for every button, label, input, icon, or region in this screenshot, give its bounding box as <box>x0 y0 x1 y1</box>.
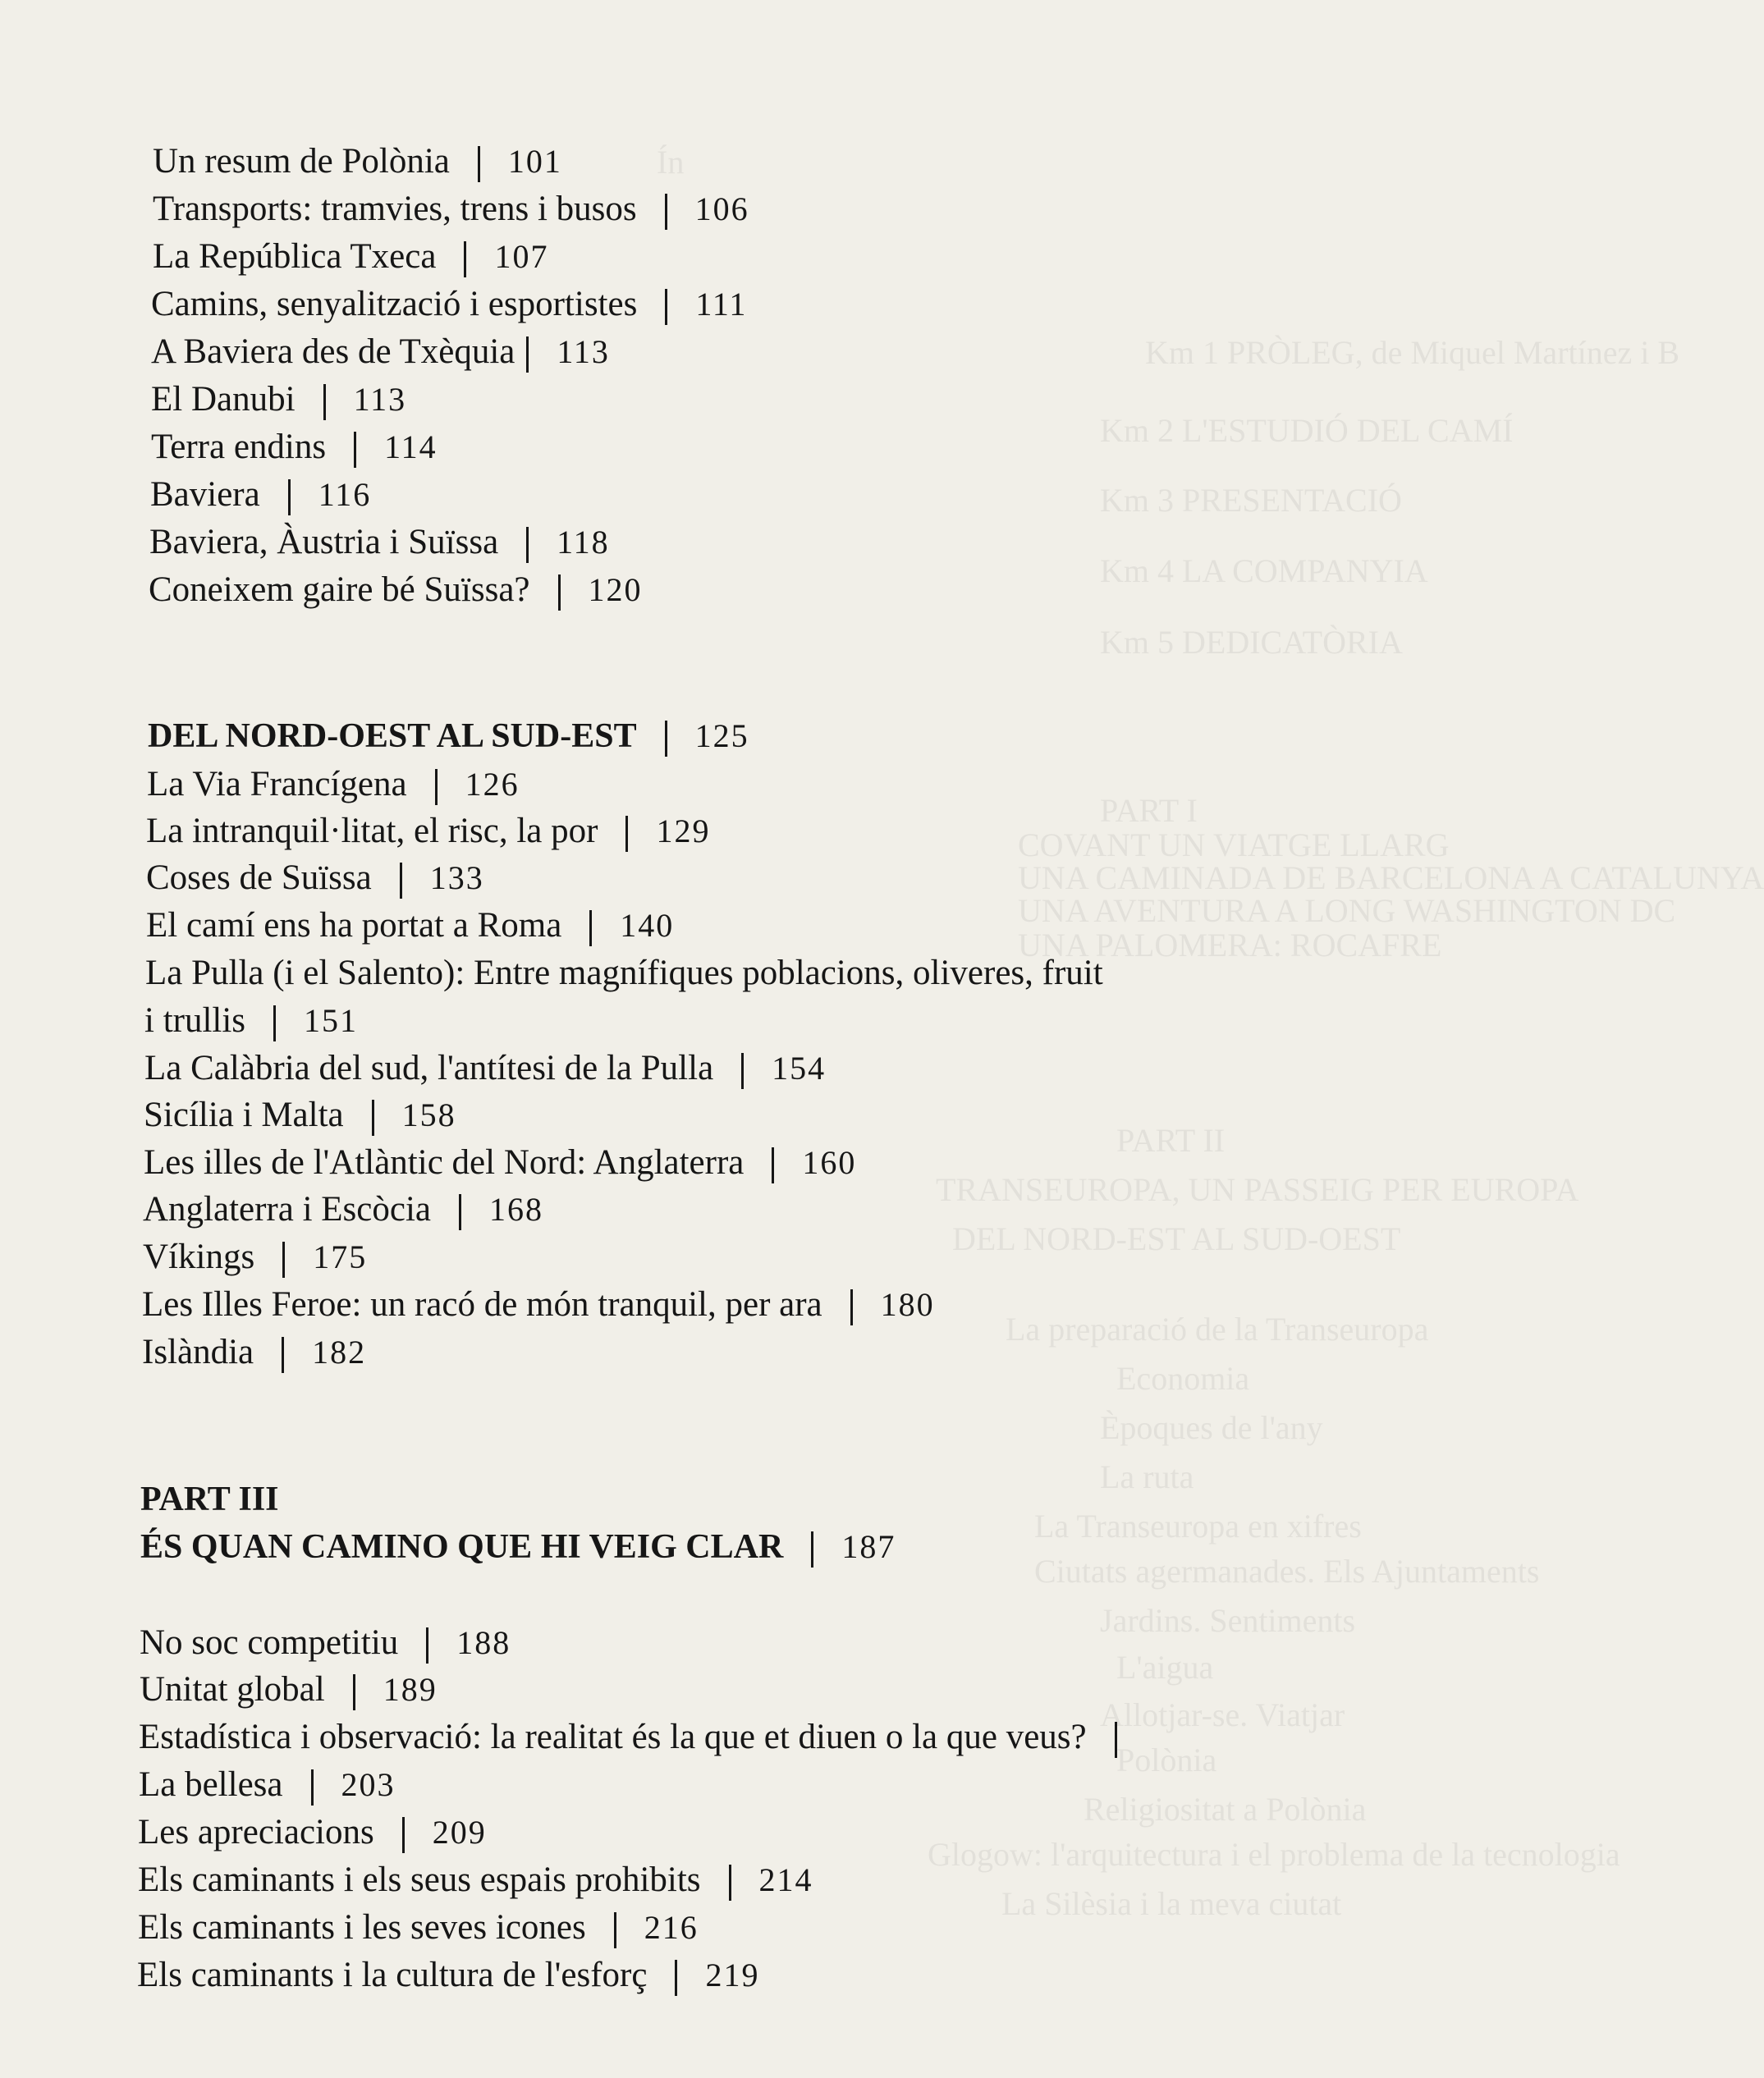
section-heading[interactable] <box>140 1530 896 1568</box>
toc-entry[interactable] <box>146 908 674 946</box>
toc-entry-title: Terra endins <box>151 428 327 466</box>
toc-entry-title: Transports: tramvies, trens i busos <box>153 190 637 228</box>
separator-bar <box>741 1053 744 1089</box>
toc-entry[interactable] <box>151 286 747 325</box>
bleed-line: Religiositat a Polònia <box>1084 1791 1367 1828</box>
separator-bar <box>323 384 326 420</box>
toc-entry-title: i trullis <box>144 1001 246 1040</box>
toc-entry-page: 116 <box>318 476 372 513</box>
bleed-line: Ín <box>657 144 685 181</box>
toc-entry[interactable] <box>147 767 520 805</box>
toc-entry-page: 209 <box>432 1814 487 1851</box>
separator-bar <box>273 1005 276 1041</box>
toc-entry-title: La Pulla (i el Salento): Entre magnífiques poblacions, oliveres, fruit <box>145 954 1103 992</box>
bleed-line: La ruta <box>1100 1458 1194 1495</box>
section-heading[interactable] <box>148 719 749 757</box>
toc-entry-page: 168 <box>489 1191 543 1228</box>
toc-entry-title: El camí ens ha portat a Roma <box>146 906 562 945</box>
separator-bar <box>435 769 438 805</box>
bleed-line: Glogow: l'arquitectura i el problema de la tecnologia <box>928 1836 1620 1873</box>
toc-entry[interactable] <box>139 1767 396 1806</box>
toc-entry-page: 216 <box>644 1909 699 1946</box>
toc-entry-page: 214 <box>758 1861 813 1898</box>
toc-entry-title: Víkings <box>143 1238 255 1276</box>
toc-entry-title: Els caminants i la cultura de l'esforç <box>137 1956 648 1994</box>
toc-entry-page: 107 <box>494 238 549 275</box>
toc-entry-page: 189 <box>383 1671 438 1708</box>
toc-entry-title: Les apreciacions <box>138 1813 374 1851</box>
toc-entry[interactable] <box>151 382 406 420</box>
bleed-line: Km 1 PRÒLEG, de Miquel Martínez i B <box>1145 334 1680 371</box>
toc-entry-page: 182 <box>312 1334 367 1371</box>
separator-bar <box>353 1674 355 1710</box>
toc-entry[interactable] <box>149 524 610 563</box>
toc-entry[interactable] <box>143 1192 543 1230</box>
toc-entry[interactable] <box>146 860 484 899</box>
toc-entry-page: 219 <box>705 1957 760 1993</box>
toc-entry-title: Les illes de l'Atlàntic del Nord: Anglaterra <box>144 1143 745 1182</box>
toc-entry[interactable] <box>153 191 749 230</box>
toc-entry[interactable] <box>143 1239 367 1278</box>
separator-bar <box>354 432 356 468</box>
toc-entry-title: Camins, senyalització i esportistes <box>151 285 638 323</box>
toc-entry-title: La República Txeca <box>153 237 437 276</box>
separator-bar <box>282 1337 284 1373</box>
separator-bar <box>850 1289 853 1325</box>
separator-bar <box>400 863 402 899</box>
toc-entry[interactable] <box>144 1050 826 1089</box>
section-heading-title: ÉS QUAN CAMINO QUE HI VEIG CLAR <box>140 1528 784 1566</box>
separator-bar <box>665 289 667 325</box>
bleed-line: L'aigua <box>1116 1649 1214 1686</box>
toc-entry[interactable] <box>144 1003 358 1041</box>
toc-entry-title: El Danubi <box>151 380 296 419</box>
toc-entry-page: 118 <box>557 524 610 561</box>
bleed-line: La Transeuropa en xifres <box>1034 1508 1362 1545</box>
toc-entry[interactable] <box>151 334 610 373</box>
toc-entry-title: Els caminants i els seus espais prohibits <box>138 1861 701 1899</box>
separator-bar <box>402 1817 405 1853</box>
toc-entry-page: 160 <box>802 1144 857 1181</box>
toc-entry[interactable] <box>151 429 438 468</box>
bleed-line: Economia <box>1116 1360 1250 1397</box>
toc-entry-page: 180 <box>880 1286 935 1323</box>
separator-bar <box>459 1194 461 1230</box>
toc-entry-page: 129 <box>656 812 711 849</box>
separator-bar <box>665 721 667 757</box>
bleed-line: PART I <box>1100 792 1198 829</box>
separator-bar <box>729 1865 731 1901</box>
section-heading-page: 125 <box>694 717 749 754</box>
toc-entry[interactable] <box>142 1287 935 1325</box>
toc-entry[interactable] <box>138 1862 813 1901</box>
toc-entry[interactable] <box>139 1719 1117 1758</box>
separator-bar <box>772 1147 774 1183</box>
toc-entry-title: Coneixem gaire bé Suïssa? <box>149 570 530 609</box>
bleed-line: La preparació de la Transeuropa <box>1006 1311 1429 1348</box>
separator-bar <box>526 527 529 563</box>
toc-entry-page: 101 <box>507 143 562 180</box>
toc-entry-page: 111 <box>695 286 748 323</box>
toc-entry-page: 151 <box>304 1002 359 1039</box>
toc-entry[interactable] <box>149 572 643 611</box>
toc-entry-page: 175 <box>313 1238 368 1275</box>
toc-entry[interactable] <box>150 477 371 515</box>
toc-entry[interactable] <box>144 1097 456 1136</box>
toc-entry-title: Un resum de Polònia <box>153 142 450 181</box>
bleed-line: Ciutats agermanades. Els Ajuntaments <box>1034 1553 1540 1590</box>
toc-entry-page: 120 <box>588 571 643 608</box>
toc-entry-title: Estadística i observació: la realitat és la que et diuen o la que veus? <box>139 1718 1087 1756</box>
toc-entry-page: 106 <box>694 190 749 227</box>
separator-bar <box>665 194 667 230</box>
toc-entry[interactable] <box>138 1910 699 1948</box>
toc-entry-page: 140 <box>620 907 675 944</box>
bleed-line: Km 3 PRESENTACIÓ <box>1100 482 1402 519</box>
toc-entry-title: La Calàbria del sud, l'antítesi de la Pulla <box>144 1049 714 1087</box>
bleed-line: UNA CAMINADA DE BARCELONA A CATALUNYA <box>1018 859 1764 896</box>
toc-entry-title: Baviera, Àustria i Suïssa <box>149 523 499 561</box>
toc-entry-title: Les Illes Feroe: un racó de món tranquil, per ara <box>142 1285 822 1324</box>
toc-entry[interactable] <box>140 1625 511 1664</box>
toc-entry-page: 133 <box>429 859 484 896</box>
toc-entry[interactable] <box>145 955 1103 991</box>
toc-entry-title: La bellesa <box>139 1765 283 1804</box>
toc-entry-page: 126 <box>465 766 520 803</box>
toc-entry-title: Baviera <box>150 475 260 514</box>
bleed-line: UNA PALOMERA: ROCAFRE <box>1018 927 1442 963</box>
separator-bar <box>1115 1722 1117 1758</box>
toc-entry-page: 158 <box>401 1096 456 1133</box>
toc-entry-title: La intranquil·litat, el risc, la por <box>146 812 598 850</box>
bleed-line: Km 2 L'ESTUDIÓ DEL CAMÍ <box>1100 412 1514 449</box>
bleed-line: PART II <box>1116 1122 1226 1159</box>
toc-entry[interactable] <box>153 239 548 277</box>
bleed-line: Km 5 DEDICATÒRIA <box>1100 624 1403 661</box>
toc-entry-page: 114 <box>384 428 438 465</box>
section-heading-page: 187 <box>841 1528 896 1565</box>
bleed-line: DEL NORD-EST AL SUD-OEST <box>952 1220 1401 1257</box>
toc-entry-page: 188 <box>456 1624 511 1661</box>
separator-bar <box>288 479 291 515</box>
separator-bar <box>478 146 480 182</box>
toc-entry[interactable] <box>153 144 562 182</box>
separator-bar <box>372 1100 374 1136</box>
bleed-line: UNA AVENTURA A LONG WASHINGTON DC <box>1018 892 1676 929</box>
toc-entry-title: Els caminants i les seves icones <box>138 1908 586 1947</box>
toc-entry[interactable] <box>146 813 710 852</box>
bleed-line: Èpoques de l'any <box>1100 1409 1323 1446</box>
bleed-line: Km 4 LA COMPANYIA <box>1100 552 1428 589</box>
separator-bar <box>526 336 529 373</box>
part-label: PART III <box>140 1481 279 1518</box>
separator-bar <box>589 910 592 946</box>
separator-bar <box>811 1531 813 1568</box>
toc-entry-title: Coses de Suïssa <box>146 858 372 897</box>
toc-entry-page: 154 <box>772 1050 827 1087</box>
toc-entry-title: Anglaterra i Escòcia <box>143 1190 431 1229</box>
bleed-line: Jardins. Sentiments <box>1100 1602 1356 1639</box>
toc-entry-title: No soc competitiu <box>140 1623 399 1662</box>
toc-entry[interactable] <box>142 1334 366 1373</box>
separator-bar <box>675 1960 677 1996</box>
bleed-line: COVANT UN VIATGE LLARG <box>1018 826 1450 863</box>
separator-bar <box>558 574 561 611</box>
toc-entry-page: 113 <box>353 381 407 418</box>
toc-entry-title: Sicília i Malta <box>144 1096 344 1134</box>
separator-bar <box>464 241 466 277</box>
bleed-line: TRANSEUROPA, UN PASSEIG PER EUROPA <box>936 1171 1579 1208</box>
toc-entry[interactable] <box>140 1672 438 1710</box>
toc-entry[interactable] <box>138 1815 487 1853</box>
bleed-line: Polònia <box>1116 1742 1217 1778</box>
separator-bar <box>311 1769 314 1806</box>
separator-bar <box>625 816 628 852</box>
section-heading-title: DEL NORD-OEST AL SUD-EST <box>148 717 637 755</box>
bleed-line: Allotjar-se. Viatjar <box>1100 1696 1345 1733</box>
toc-entry-title: A Baviera des de Txèquia <box>151 332 515 371</box>
toc-entry[interactable] <box>137 1957 759 1996</box>
separator-bar <box>282 1242 285 1278</box>
toc-entry-page: 113 <box>557 333 610 370</box>
bleed-line: La Silèsia i la meva ciutat <box>1001 1885 1342 1922</box>
toc-entry-page: 203 <box>341 1766 396 1803</box>
separator-bar <box>614 1912 616 1948</box>
toc-entry-title: Unitat global <box>140 1670 325 1709</box>
separator-bar <box>426 1627 428 1664</box>
toc-entry-title: La Via Francígena <box>147 765 407 803</box>
toc-entry[interactable] <box>144 1145 856 1183</box>
toc-entry-title: Islàndia <box>142 1333 254 1371</box>
